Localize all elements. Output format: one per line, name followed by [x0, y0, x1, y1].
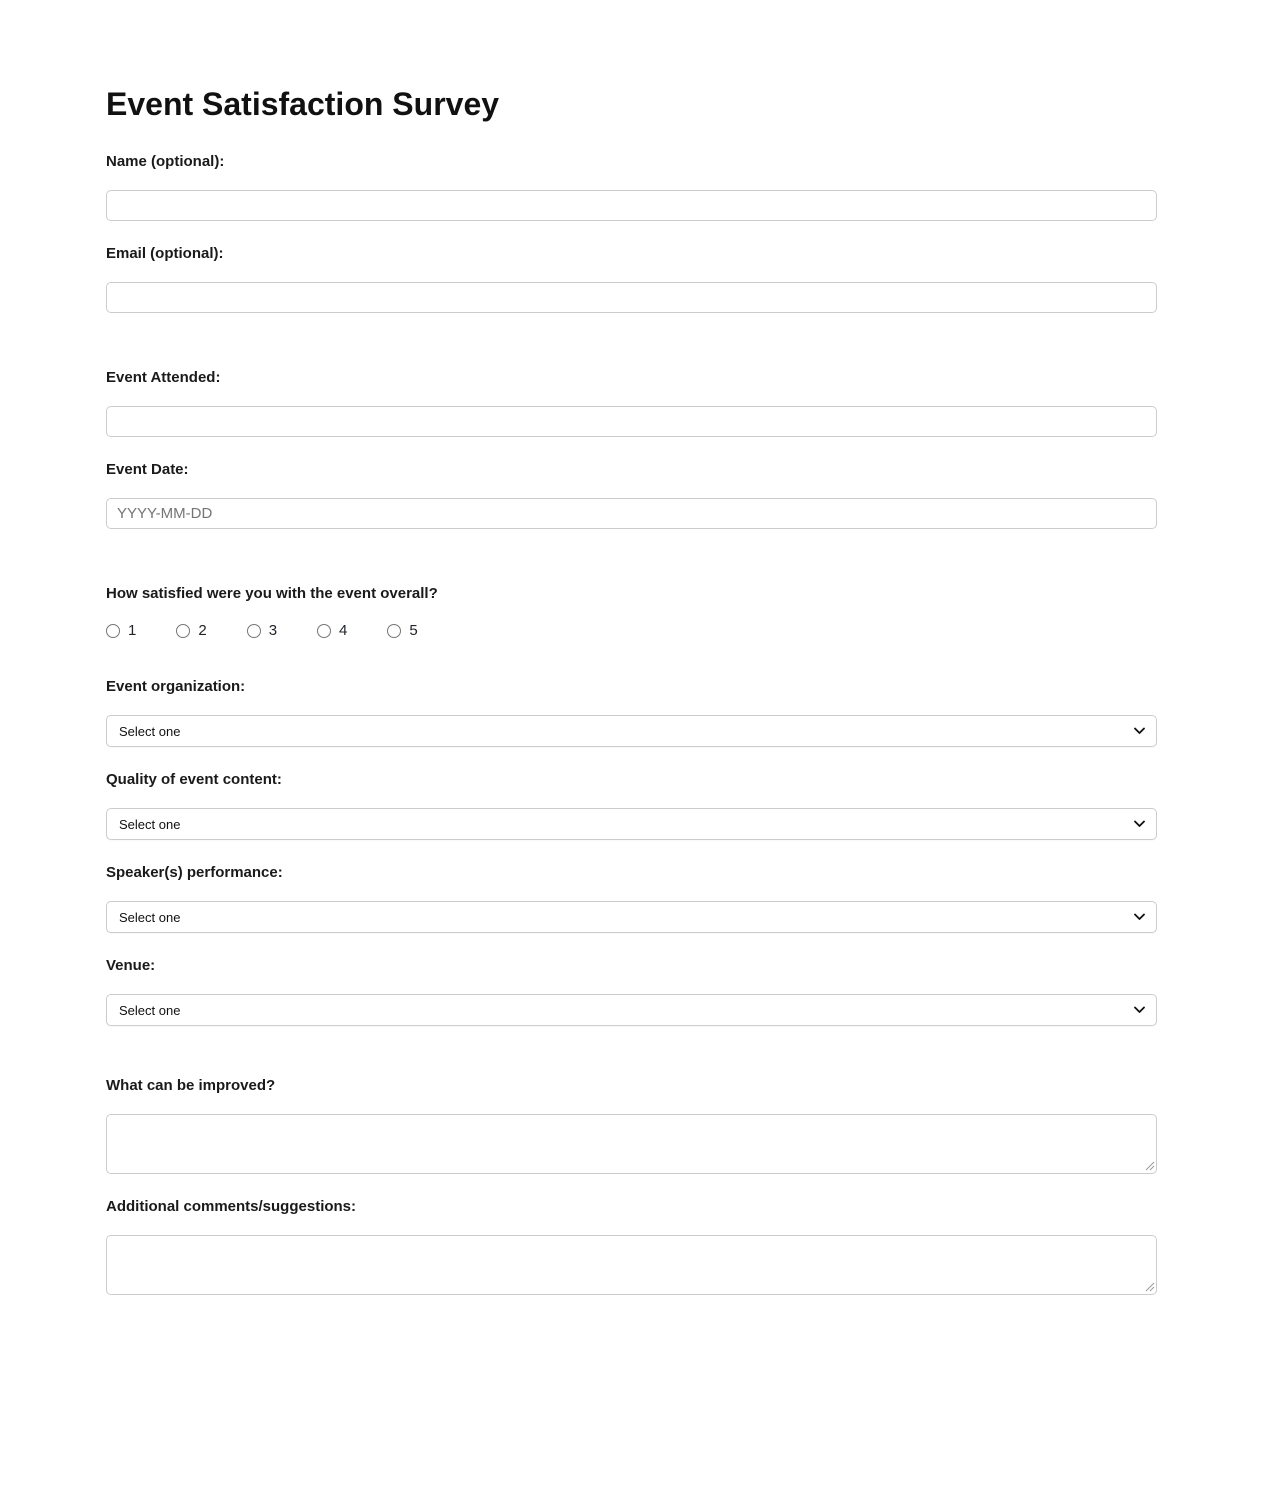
satisfaction-field-group	[106, 584, 1157, 639]
event-date-input[interactable]	[106, 498, 1157, 529]
satisfaction-radio-1[interactable]	[106, 624, 120, 638]
improvements-textarea-wrap	[106, 1114, 1157, 1174]
chevron-down-icon	[1134, 1007, 1145, 1014]
satisfaction-option-3-label: 3	[268, 622, 278, 640]
event-organization-field-group	[106, 677, 1157, 747]
satisfaction-radio-4[interactable]	[317, 624, 331, 638]
email-input[interactable]	[106, 282, 1157, 313]
event-date-label: Event Date:	[106, 461, 189, 479]
event-attended-input[interactable]	[106, 406, 1157, 437]
chevron-down-icon	[1134, 728, 1145, 735]
email-label: Email (optional):	[106, 245, 224, 263]
satisfaction-label: How satisfied were you with the event overall?	[106, 585, 438, 603]
speaker-performance-label: Speaker(s) performance:	[106, 864, 283, 882]
satisfaction-option-2[interactable]	[176, 622, 206, 639]
survey-form	[106, 85, 1157, 1438]
improvements-label: What can be improved?	[106, 1077, 276, 1095]
comments-textarea[interactable]	[106, 1235, 1157, 1295]
content-quality-label: Quality of event content:	[106, 771, 282, 789]
name-input[interactable]	[106, 190, 1157, 221]
satisfaction-option-5[interactable]	[387, 622, 417, 639]
satisfaction-radio-5[interactable]	[387, 624, 401, 638]
satisfaction-radio-3[interactable]	[247, 624, 261, 638]
satisfaction-option-4[interactable]	[317, 622, 347, 639]
chevron-down-icon	[1134, 914, 1145, 921]
speaker-performance-select-value: Select one	[119, 909, 181, 925]
venue-select[interactable]	[106, 994, 1157, 1026]
chevron-down-icon	[1134, 821, 1145, 828]
content-quality-field-group	[106, 770, 1157, 840]
satisfaction-option-1[interactable]	[106, 622, 136, 639]
event-organization-select-value: Select one	[119, 723, 181, 739]
comments-field-group	[106, 1197, 1157, 1295]
venue-label: Venue:	[106, 957, 156, 975]
venue-select-value: Select one	[119, 1002, 181, 1018]
event-attended-label: Event Attended:	[106, 369, 221, 387]
event-organization-label: Event organization:	[106, 678, 246, 696]
venue-field-group	[106, 956, 1157, 1026]
improvements-textarea[interactable]	[106, 1114, 1157, 1174]
event-date-field-group	[106, 460, 1157, 529]
satisfaction-radio-2[interactable]	[176, 624, 190, 638]
comments-textarea-wrap	[106, 1235, 1157, 1295]
event-organization-select[interactable]	[106, 715, 1157, 747]
name-field-group	[106, 152, 1157, 221]
satisfaction-option-3[interactable]	[247, 622, 277, 639]
speaker-performance-select[interactable]	[106, 901, 1157, 933]
name-label: Name (optional):	[106, 153, 225, 171]
satisfaction-option-4-label: 4	[339, 622, 348, 640]
speaker-performance-field-group	[106, 863, 1157, 933]
content-quality-select[interactable]	[106, 808, 1157, 840]
satisfaction-radio-group	[106, 622, 1157, 639]
satisfaction-option-2-label: 2	[198, 622, 207, 640]
page-title: Event Satisfaction Survey	[106, 86, 500, 122]
satisfaction-option-1-label: 1	[128, 622, 137, 640]
comments-label: Additional comments/suggestions:	[106, 1198, 357, 1216]
event-attended-field-group	[106, 368, 1157, 437]
satisfaction-option-5-label: 5	[409, 622, 418, 640]
content-quality-select-value: Select one	[119, 816, 181, 832]
email-field-group	[106, 244, 1157, 313]
improvements-field-group	[106, 1076, 1157, 1174]
